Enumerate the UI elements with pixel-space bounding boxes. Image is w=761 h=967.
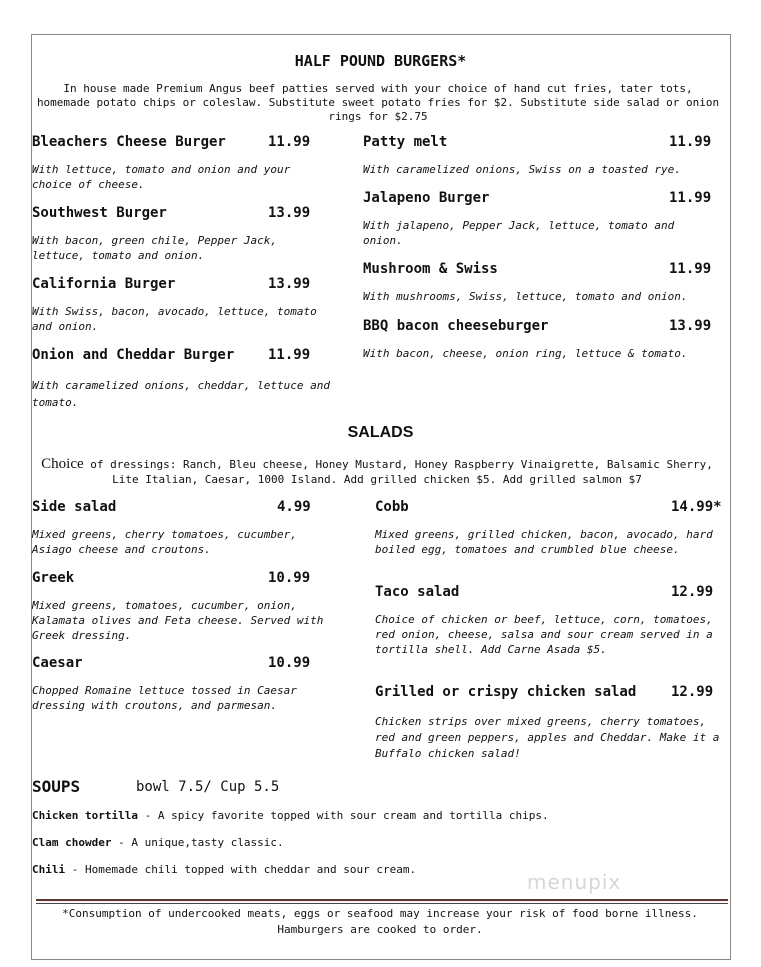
soups-title: SOUPS: [32, 777, 81, 796]
menu-item-description: With lettuce, tomato and onion and your choice of cheese.: [32, 163, 291, 191]
menu-item-description: Choice of chicken or beef, lettuce, corn, tomatoes, red onion, cheese, salsa and sour cream served in a tortilla shell. Add Carne Asada $5.: [375, 613, 713, 656]
menu-item-name: Grilled or crispy chicken salad: [375, 684, 637, 700]
soup-item: [32, 836, 284, 849]
menu-item-name: BBQ bacon cheeseburger: [363, 318, 549, 334]
menu-item-name: California Burger: [32, 276, 176, 292]
menu-item-description: With jalapeno, Pepper Jack, lettuce, tomato and onion.: [363, 219, 675, 247]
menu-item-name: Taco salad: [375, 584, 460, 600]
menu-item-description: With caramelized onions, cheddar, lettuce and tomato.: [32, 379, 331, 409]
menu-item-description: Mixed greens, grilled chicken, bacon, avocado, hard boiled egg, tomatoes and crumbled blue cheese.: [375, 528, 713, 556]
menu-item-name: Side salad: [32, 499, 117, 515]
menu-item-price: 13.99: [268, 276, 311, 292]
menu-item-price: 11.99: [268, 347, 311, 363]
footer-disclaimer: *Consumption of undercooked meats, eggs or seafood may increase your risk of food borne illness. Hamburgers are cooked to order.: [62, 907, 698, 936]
menu-item-name: Patty melt: [363, 134, 448, 150]
soup-name: Chicken tortilla: [32, 809, 138, 822]
menu-item-description: Chicken strips over mixed greens, cherry tomatoes, red and green peppers, apples and Cheddar. Make it a Buffalo chicken salad!: [375, 715, 720, 760]
menu-item-name: Onion and Cheddar Burger: [32, 347, 235, 363]
soup-item: [32, 863, 416, 876]
soup-name: Clam chowder: [32, 836, 112, 849]
menu-item-description: Mixed greens, cherry tomatoes, cucumber, Asiago cheese and croutons.: [32, 528, 297, 556]
menu-item-name: Caesar: [32, 655, 83, 671]
menu-item-price: 13.99: [268, 205, 311, 221]
footer-divider: [36, 899, 728, 901]
menu-item-price: 11.99: [669, 190, 712, 206]
menu-item-price: 13.99: [669, 318, 712, 334]
soups-sizes: bowl 7.5/ Cup 5.5: [136, 779, 280, 795]
soup-description: - Homemade chili topped with cheddar and sour cream.: [65, 863, 417, 876]
soup-description: - A spicy favorite topped with sour cream and tortilla chips.: [137, 809, 549, 822]
menu-item-name: Greek: [32, 570, 75, 586]
menu-item-price: 14.99*: [671, 499, 722, 515]
soup-name: Chili: [32, 863, 66, 876]
menu-item-name: Southwest Burger: [32, 205, 167, 221]
menu-item-description: With bacon, green chile, Pepper Jack, lettuce, tomato and onion.: [32, 234, 278, 262]
menu-item-price: 11.99: [669, 261, 712, 277]
choice-word: Choice: [41, 456, 84, 472]
burgers-title: HALF POUND BURGERS*: [294, 52, 467, 70]
menu-item-name: Cobb: [375, 499, 409, 515]
soup-description: - A unique,tasty classic.: [111, 836, 284, 849]
menu-item-name: Mushroom & Swiss: [363, 261, 498, 277]
menu-item-price: 4.99: [277, 499, 311, 515]
menupix-watermark: menupix: [527, 870, 622, 894]
footer-divider-thin: [36, 903, 728, 904]
menu-item-price: 12.99: [671, 684, 714, 700]
menu-item-name: Jalapeno Burger: [363, 190, 490, 206]
soup-item: [32, 809, 549, 822]
menu-item-price: 11.99: [669, 134, 712, 150]
salads-title: SALADS: [347, 424, 414, 441]
menu-item-description: With Swiss, bacon, avocado, lettuce, tomato and onion.: [32, 305, 317, 333]
choice-rest: of dressings: Ranch, Bleu cheese, Honey Mustard, Honey Raspberry Vinaigrette, Balsamic Sherry, Lite Italian, Caesar, 1000 Island. Add grilled chicken $5. Add grilled salmon $7: [90, 458, 713, 486]
burgers-intro: In house made Premium Angus beef patties served with your choice of hand cut fries, tater tots, homemade potato chips or coleslaw. Substitute sweet potato fries for $2. Substitute side salad or onion rings for $2.75: [36, 82, 720, 123]
menu-item-name: Bleachers Cheese Burger: [32, 134, 226, 150]
menu-item-description: With caramelized onions, Swiss on a toasted rye.: [363, 163, 681, 176]
salads-dressing-info: [34, 457, 720, 487]
menu-item-description: Chopped Romaine lettuce tossed in Caesar dressing with croutons, and parmesan.: [32, 684, 297, 712]
menu-item-price: 11.99: [268, 134, 311, 150]
menu-item-description: With bacon, cheese, onion ring, lettuce & tomato.: [363, 347, 688, 360]
menu-item-description: Mixed greens, tomatoes, cucumber, onion, Kalamata olives and Feta cheese. Served with Greek dressing.: [32, 599, 324, 642]
menu-item-price: 10.99: [268, 570, 311, 586]
menu-item-description: With mushrooms, Swiss, lettuce, tomato and onion.: [363, 290, 688, 303]
menu-item-price: 10.99: [268, 655, 311, 671]
menu-item-price: 12.99: [671, 584, 714, 600]
